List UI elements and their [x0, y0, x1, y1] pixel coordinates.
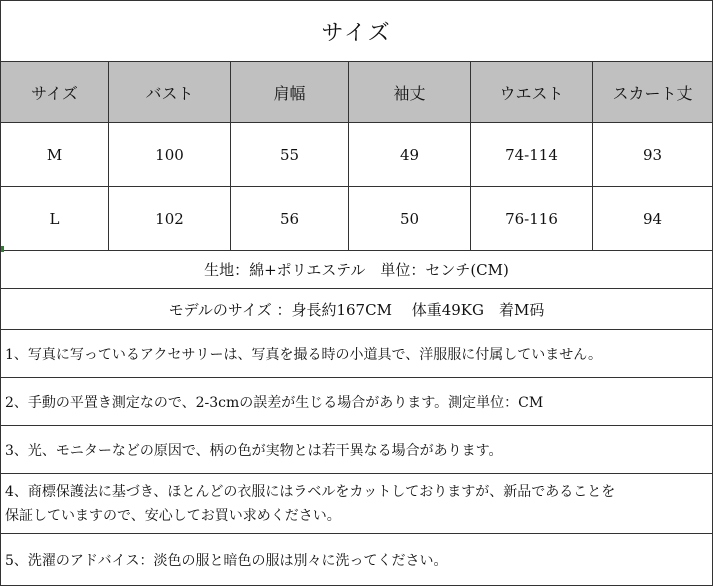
note-text: 1、写真に写っているアクセサリーは、写真を撮る時の小道具で、洋服服に付属していません。 [5, 346, 603, 363]
skirt-length-cell: 94 [642, 209, 663, 228]
note-row [1, 534, 712, 585]
waist-cell: 74-114 [471, 123, 593, 186]
note-row [1, 474, 712, 534]
size-cell: L [1, 187, 109, 250]
size-cell: M [1, 123, 109, 186]
header-bust: バスト [109, 62, 231, 122]
waist-cell: 76-116 [471, 187, 593, 250]
note-row [1, 330, 712, 378]
title-row [1, 1, 712, 62]
note-text: 保証していますので、安心してお買い求めください。 [5, 507, 341, 524]
note-text: 3、光、モニターなどの原因で、柄の色が実物とは若干異なる場合があります。 [5, 442, 503, 459]
table-header [1, 62, 712, 123]
bust-cell: 100 [109, 123, 231, 186]
note-text: 2、手動の平置き測定なので、2-3cmの誤差が生じる場合があります。測定単位：CM [5, 394, 544, 411]
sleeve-cell: 50 [349, 187, 471, 250]
sleeve-cell: 49 [349, 123, 471, 186]
shoulder-cell: 55 [231, 123, 349, 186]
table-row [1, 123, 712, 187]
note-text-block [5, 480, 615, 528]
header-shoulder: 肩幅 [231, 62, 349, 122]
header-waist: ウエスト [471, 62, 593, 122]
header-sleeve: 袖丈 [349, 62, 471, 122]
material-row [1, 251, 712, 289]
page-title: サイズ [321, 20, 392, 46]
model-size-text: モデルのサイズ ：身長約167CM 体重49KG 着M码 [168, 300, 545, 319]
header-skirt-length: スカート丈 [612, 83, 693, 103]
model-row [1, 289, 712, 330]
header-size: サイズ [1, 62, 109, 122]
material-text: 生地：綿+ポリエステル 単位：センチ(CM) [204, 261, 509, 279]
table-row [1, 187, 712, 251]
bust-cell: 102 [109, 187, 231, 250]
note-text: 5、洗濯のアドバイス：淡色の服と暗色の服は別々に洗ってください。 [5, 552, 448, 569]
note-text: 4、商標保護法に基づき、ほとんどの衣服にはラベルをカットしておりますが、新品であることを [5, 483, 616, 500]
note-row [1, 426, 712, 474]
shoulder-cell: 56 [231, 187, 349, 250]
skirt-length-cell: 93 [642, 145, 663, 164]
note-row [1, 378, 712, 426]
